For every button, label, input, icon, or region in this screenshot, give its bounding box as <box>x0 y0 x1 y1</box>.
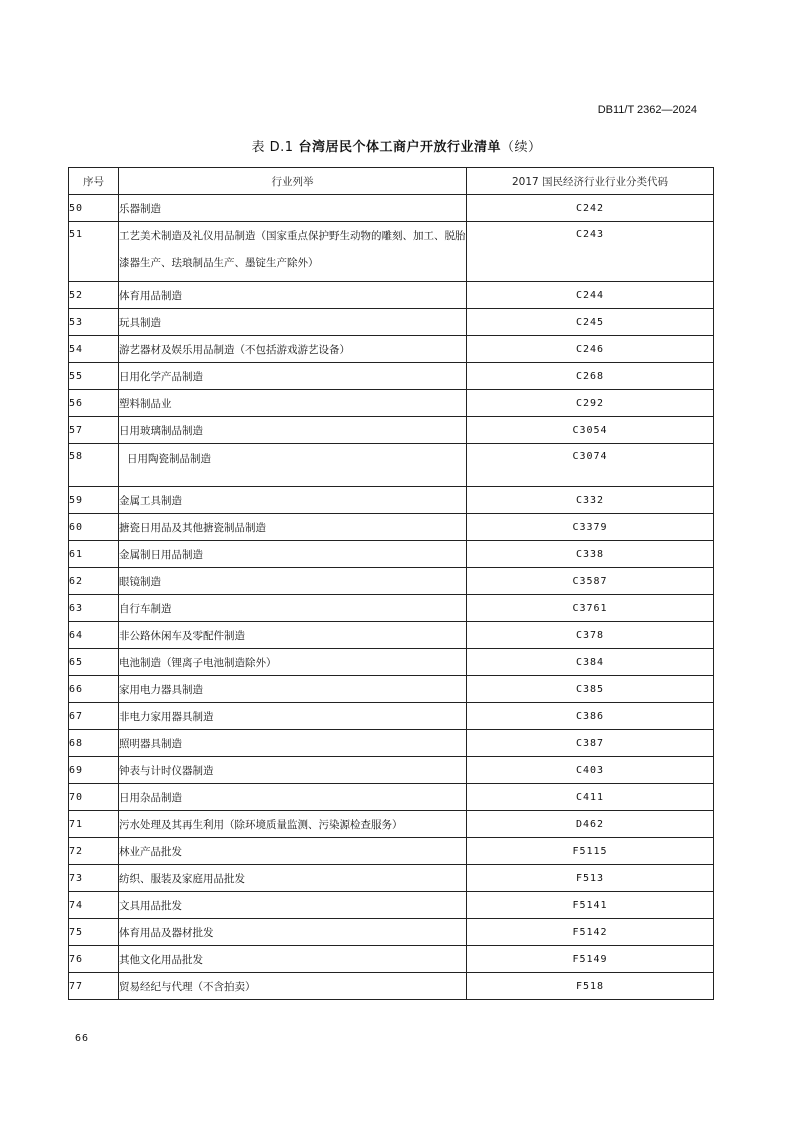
row-number: 54 <box>69 336 119 363</box>
page-number: 66 <box>75 1033 90 1044</box>
industry-name: 日用陶瓷制品制造 <box>119 444 467 487</box>
industry-name: 金属工具制造 <box>119 487 467 514</box>
table-row <box>69 282 714 309</box>
industry-name: 贸易经纪与代理（不含拍卖） <box>119 973 467 1000</box>
industry-name: 塑料制品业 <box>119 390 467 417</box>
industry-name: 体育用品制造 <box>119 282 467 309</box>
table-row <box>69 487 714 514</box>
table-row <box>69 309 714 336</box>
table-row <box>69 568 714 595</box>
row-number: 77 <box>69 973 119 1000</box>
row-number: 71 <box>69 811 119 838</box>
table-title-suffix: （续） <box>501 140 542 155</box>
row-number: 58 <box>69 444 119 487</box>
industry-code: C384 <box>467 649 714 676</box>
industry-name: 污水处理及其再生利用（除环境质量监测、污染源检查服务） <box>119 811 467 838</box>
industry-code: C268 <box>467 363 714 390</box>
table-row <box>69 838 714 865</box>
industry-code: F5141 <box>467 892 714 919</box>
table-row <box>69 784 714 811</box>
row-number: 65 <box>69 649 119 676</box>
industry-code: F5149 <box>467 946 714 973</box>
industry-name: 其他文化用品批发 <box>119 946 467 973</box>
industry-name: 玩具制造 <box>119 309 467 336</box>
row-number: 63 <box>69 595 119 622</box>
row-number: 70 <box>69 784 119 811</box>
table-row <box>69 730 714 757</box>
table-row <box>69 973 714 1000</box>
industry-table <box>68 167 714 1000</box>
row-number: 52 <box>69 282 119 309</box>
industry-code: C403 <box>467 757 714 784</box>
industry-name: 搪瓷日用品及其他搪瓷制品制造 <box>119 514 467 541</box>
row-number: 69 <box>69 757 119 784</box>
industry-code: F5142 <box>467 919 714 946</box>
industry-name: 乐器制造 <box>119 195 467 222</box>
industry-code: C243 <box>467 222 714 282</box>
industry-code: C245 <box>467 309 714 336</box>
row-number: 68 <box>69 730 119 757</box>
industry-name: 日用玻璃制品制造 <box>119 417 467 444</box>
industry-code: C378 <box>467 622 714 649</box>
industry-code: C3054 <box>467 417 714 444</box>
table-row <box>69 892 714 919</box>
row-number: 56 <box>69 390 119 417</box>
industry-name: 家用电力器具制造 <box>119 676 467 703</box>
industry-code: F5115 <box>467 838 714 865</box>
table-row <box>69 514 714 541</box>
industry-name: 日用化学产品制造 <box>119 363 467 390</box>
industry-code: C292 <box>467 390 714 417</box>
table-row <box>69 649 714 676</box>
row-number: 73 <box>69 865 119 892</box>
row-number: 57 <box>69 417 119 444</box>
table-label: 表 D.1 <box>251 140 294 155</box>
industry-name: 自行车制造 <box>119 595 467 622</box>
industry-name: 日用杂品制造 <box>119 784 467 811</box>
industry-name: 体育用品及器材批发 <box>119 919 467 946</box>
row-number: 64 <box>69 622 119 649</box>
row-number: 60 <box>69 514 119 541</box>
table-row <box>69 865 714 892</box>
row-number: 53 <box>69 309 119 336</box>
row-number: 72 <box>69 838 119 865</box>
industry-code: F513 <box>467 865 714 892</box>
row-number: 66 <box>69 676 119 703</box>
table-header-row <box>69 168 714 195</box>
industry-name: 文具用品批发 <box>119 892 467 919</box>
row-number: 74 <box>69 892 119 919</box>
column-header-code: 2017 国民经济行业行业分类代码 <box>467 168 714 195</box>
row-number: 51 <box>69 222 119 282</box>
table-row <box>69 336 714 363</box>
industry-code: C386 <box>467 703 714 730</box>
table-row <box>69 811 714 838</box>
industry-name: 非电力家用器具制造 <box>119 703 467 730</box>
table-title-main: 台湾居民个体工商户开放行业清单 <box>298 140 502 155</box>
industry-code: C3074 <box>467 444 714 487</box>
column-header-industry: 行业列举 <box>119 168 467 195</box>
industry-code: C338 <box>467 541 714 568</box>
row-number: 67 <box>69 703 119 730</box>
industry-code: C332 <box>467 487 714 514</box>
row-number: 59 <box>69 487 119 514</box>
industry-code: C3761 <box>467 595 714 622</box>
row-number: 50 <box>69 195 119 222</box>
table-row <box>69 417 714 444</box>
industry-code: C242 <box>467 195 714 222</box>
table-row <box>69 195 714 222</box>
industry-code: C3587 <box>467 568 714 595</box>
industry-name: 非公路休闲车及零配件制造 <box>119 622 467 649</box>
industry-name: 电池制造（锂离子电池制造除外） <box>119 649 467 676</box>
industry-name: 工艺美术制造及礼仪用品制造（国家重点保护野生动物的雕刻、加工、脱胎漆器生产、珐琅制品生产、墨锭生产除外） <box>119 222 467 282</box>
table-row <box>69 390 714 417</box>
row-number: 61 <box>69 541 119 568</box>
table-row <box>69 595 714 622</box>
table-body <box>69 195 714 1000</box>
table-row <box>69 622 714 649</box>
industry-code: C244 <box>467 282 714 309</box>
table-row <box>69 444 714 487</box>
column-header-no: 序号 <box>69 168 119 195</box>
industry-name: 照明器具制造 <box>119 730 467 757</box>
industry-name: 钟表与计时仪器制造 <box>119 757 467 784</box>
row-number: 75 <box>69 919 119 946</box>
industry-code: D462 <box>467 811 714 838</box>
table-row <box>69 757 714 784</box>
industry-name: 纺织、服装及家庭用品批发 <box>119 865 467 892</box>
table-row <box>69 222 714 282</box>
row-number: 55 <box>69 363 119 390</box>
industry-name: 金属制日用品制造 <box>119 541 467 568</box>
table-row <box>69 919 714 946</box>
document-number: DB11/T 2362—2024 <box>597 104 697 116</box>
industry-code: C385 <box>467 676 714 703</box>
industry-name: 眼镜制造 <box>119 568 467 595</box>
industry-code: F518 <box>467 973 714 1000</box>
table-row <box>69 703 714 730</box>
table-row <box>69 363 714 390</box>
industry-code: C387 <box>467 730 714 757</box>
table-title <box>0 136 793 155</box>
table-row <box>69 946 714 973</box>
industry-code: C3379 <box>467 514 714 541</box>
table-row <box>69 541 714 568</box>
row-number: 62 <box>69 568 119 595</box>
industry-name: 游艺器材及娱乐用品制造（不包括游戏游艺设备） <box>119 336 467 363</box>
row-number: 76 <box>69 946 119 973</box>
table-row <box>69 676 714 703</box>
industry-code: C411 <box>467 784 714 811</box>
industry-name: 林业产品批发 <box>119 838 467 865</box>
industry-code: C246 <box>467 336 714 363</box>
